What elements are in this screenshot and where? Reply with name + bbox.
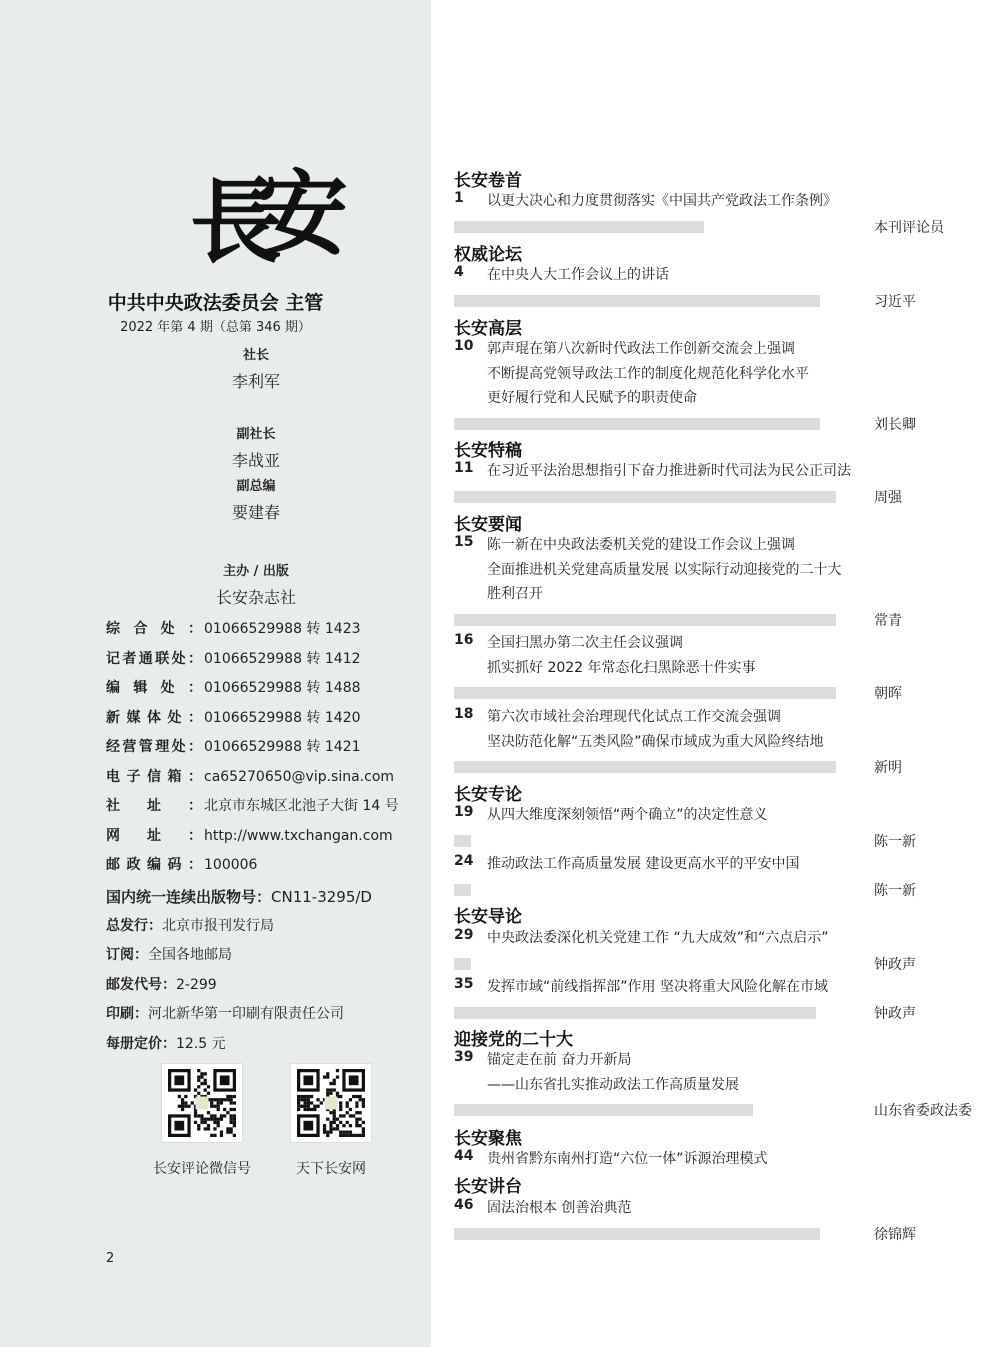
article-author: 钟政声 [874,1005,916,1022]
section-heading: 长安要闻 [454,515,522,535]
article-author: 钟政声 [874,956,916,973]
contact-row [106,648,361,668]
publication-row [106,1003,344,1023]
article-page-number: 44 [454,1148,474,1164]
logo-char-2: 安 [256,160,349,268]
article-page-number: 10 [454,338,474,354]
article-page-number: 15 [454,534,474,550]
masthead-panel [0,0,431,1347]
contact-value: 01066529988 转 1420 [204,709,361,726]
vice-president-label: 副社长 [236,427,276,442]
author-leader-bar [454,491,836,503]
article-author: 徐锦辉 [874,1226,916,1243]
wechat-qr-label: 长安评论微信号 [153,1161,251,1177]
publication-value: 全国各地邮局 [148,947,232,963]
section-heading: 长安高层 [454,319,522,339]
author-leader-bar [454,418,820,430]
article-author: 陈一新 [874,833,916,850]
contact-value: 01066529988 转 1412 [204,650,361,667]
publication-row [106,1033,226,1053]
page-number: 2 [106,1251,115,1266]
publication-label: 订阅： [106,947,148,963]
article-page-number: 1 [454,190,464,206]
article-page-number: 4 [454,264,464,280]
publication-label: 邮发代号： [106,977,176,993]
contact-value: ca65270650@vip.sina.com [204,768,395,785]
article-page-number: 18 [454,706,474,722]
article-title-line: 以更大决心和力度贯彻落实《中国共产党政法工作条例》 [487,193,837,209]
publication-label: 每册定价： [106,1036,176,1052]
contact-value: 01066529988 转 1423 [204,621,361,637]
contact-label: 网址： [106,827,202,844]
article-author: 新明 [874,760,902,776]
section-heading: 长安卷首 [454,171,522,191]
article-author: 山东省委政法委 [874,1103,972,1119]
publication-row [106,915,274,935]
contact-label: 经营管理处： [106,739,202,755]
article-page-number: 11 [454,460,474,476]
contact-row [106,707,361,727]
article-title-line: 在习近平法治思想指引下奋力推进新时代司法为民公正司法 [487,463,851,479]
article-title-line: 更好履行党和人民赋予的职责使命 [487,390,697,406]
article-author: 常青 [874,612,902,629]
article-title-line: 郭声琨在第八次新时代政法工作创新交流会上强调 [487,341,795,357]
author-leader-bar [454,958,471,970]
article-title-line: 陈一新在中央政法委机关党的建设工作会议上强调 [487,537,795,553]
magazine-logo [190,160,349,288]
contact-row [106,677,361,697]
author-leader-bar [454,761,836,773]
contact-label: 社址： [106,798,202,814]
author-leader-bar [454,295,820,307]
article-title-line: 发挥市域“前线指挥部”作用 坚决将重大风险化解在市域 [487,979,828,995]
contact-label: 编辑处： [106,680,202,696]
article-title-line: 贵州省黔东南州打造“六位一体”诉源治理模式 [487,1151,768,1167]
article-title-line: 抓实抓好 2022 年常态化扫黑除恶十件实事 [487,659,756,676]
table-of-contents [431,0,1000,1347]
publication-row [106,886,372,907]
president-name: 李利军 [231,372,280,391]
author-leader-bar [454,221,704,233]
contact-value: 01066529988 转 1488 [204,680,361,696]
contact-row [106,736,361,756]
publication-value: 12.5 元 [176,1036,226,1052]
website-qr-label: 天下长安网 [296,1161,366,1177]
author-leader-bar [454,1007,816,1019]
sponsor-label: 主办 / 出版 [223,564,289,579]
article-title-line: 推动政法工作高质量发展 建设更高水平的平安中国 [487,856,800,872]
section-heading: 权威论坛 [454,245,522,265]
article-page-number: 29 [454,927,474,943]
article-page-number: 46 [454,1197,474,1213]
publication-row [106,974,217,994]
contact-value: http://www.txchangan.com [204,827,393,844]
qr-code-icon [296,1069,366,1137]
article-page-number: 35 [454,976,474,992]
publisher: 中共中央政法委员会 主管 [107,292,324,314]
publication-label: 国内统一连续出版物号： [106,888,272,906]
article-title-line: 从四大维度深刻领悟“两个确立”的决定性意义 [487,807,768,823]
author-leader-bar [454,687,836,699]
publication-value: CN11-3295/D [271,888,372,906]
issue-number: 2022 年第 4 期（总第 346 期） [120,320,311,335]
article-author: 陈一新 [874,882,916,899]
contact-value: 01066529988 转 1421 [204,739,361,755]
article-author: 本刊评论员 [874,219,944,236]
contact-label: 记者通联处： [106,650,202,667]
contact-row [106,825,393,845]
deputy-editor-label: 副总编 [236,479,276,494]
section-heading: 长安专论 [454,785,522,805]
section-heading: 迎接党的二十大 [454,1030,573,1050]
contact-value: 北京市东城区北池子大街 14 号 [204,798,399,814]
article-page-number: 19 [454,804,474,820]
qr-code-icon [167,1069,237,1137]
author-leader-bar [454,1104,753,1116]
article-title-line: ——山东省扎实推动政法工作高质量发展 [487,1076,739,1093]
contact-label: 邮政编码： [106,857,202,873]
publication-value: 北京市报刊发行局 [162,918,274,934]
section-heading: 长安特稿 [454,441,522,461]
article-title-line: 全面推进机关党建高质量发展 以实际行动迎接党的二十大 [487,561,842,578]
publication-label: 印刷： [106,1006,148,1022]
author-leader-bar [454,1228,820,1240]
contact-label: 新媒体处： [106,709,202,726]
deputy-editor-name: 要建春 [231,503,280,522]
logo-char-1: 長 [190,168,283,276]
article-author: 刘长卿 [874,416,916,433]
article-title-line: 胜利召开 [487,586,543,602]
wechat-qr-code [161,1063,243,1143]
author-leader-bar [454,614,836,626]
publication-value: 河北新华第一印刷有限责任公司 [148,1006,344,1022]
article-title-line: 坚决防范化解“五类风险”确保市域成为重大风险终结地 [487,733,824,750]
contact-value: 100006 [204,857,258,873]
publication-row [106,944,232,964]
contact-row [106,854,257,874]
contact-row [106,795,399,815]
article-title-line: 在中央人大工作会议上的讲话 [487,267,669,283]
article-author: 周强 [874,489,902,506]
section-heading: 长安讲台 [454,1177,522,1197]
author-leader-bar [454,835,471,847]
article-title-line: 固法治根本 创善治典范 [487,1200,632,1216]
author-leader-bar [454,884,471,896]
article-page-number: 39 [454,1049,474,1065]
website-qr-code [290,1063,372,1143]
article-title-line: 第六次市域社会治理现代化试点工作交流会强调 [487,709,781,725]
contact-label: 综合处： [106,621,202,637]
president-label: 社长 [242,348,269,363]
article-page-number: 16 [454,632,474,648]
section-heading: 长安聚焦 [454,1129,522,1149]
sponsor-name: 长安杂志社 [215,588,296,607]
article-title-line: 不断提高党领导政法工作的制度化规范化科学化水平 [487,365,809,382]
article-author: 朝晖 [874,686,902,702]
article-author: 习近平 [874,293,916,310]
publication-label: 总发行： [106,918,162,934]
article-title-line: 锚定走在前 奋力开新局 [487,1052,632,1068]
section-heading: 长安导论 [454,907,522,927]
contact-row [106,766,394,786]
publication-value: 2-299 [176,977,217,993]
article-title-line: 全国扫黑办第二次主任会议强调 [487,635,683,651]
contact-row [106,618,361,638]
vice-president-name: 李战亚 [231,451,280,470]
article-page-number: 24 [454,853,474,869]
contact-label: 电子信箱： [106,768,202,785]
article-title-line: 中央政法委深化机关党建工作 “九大成效”和“六点启示” [487,930,829,946]
